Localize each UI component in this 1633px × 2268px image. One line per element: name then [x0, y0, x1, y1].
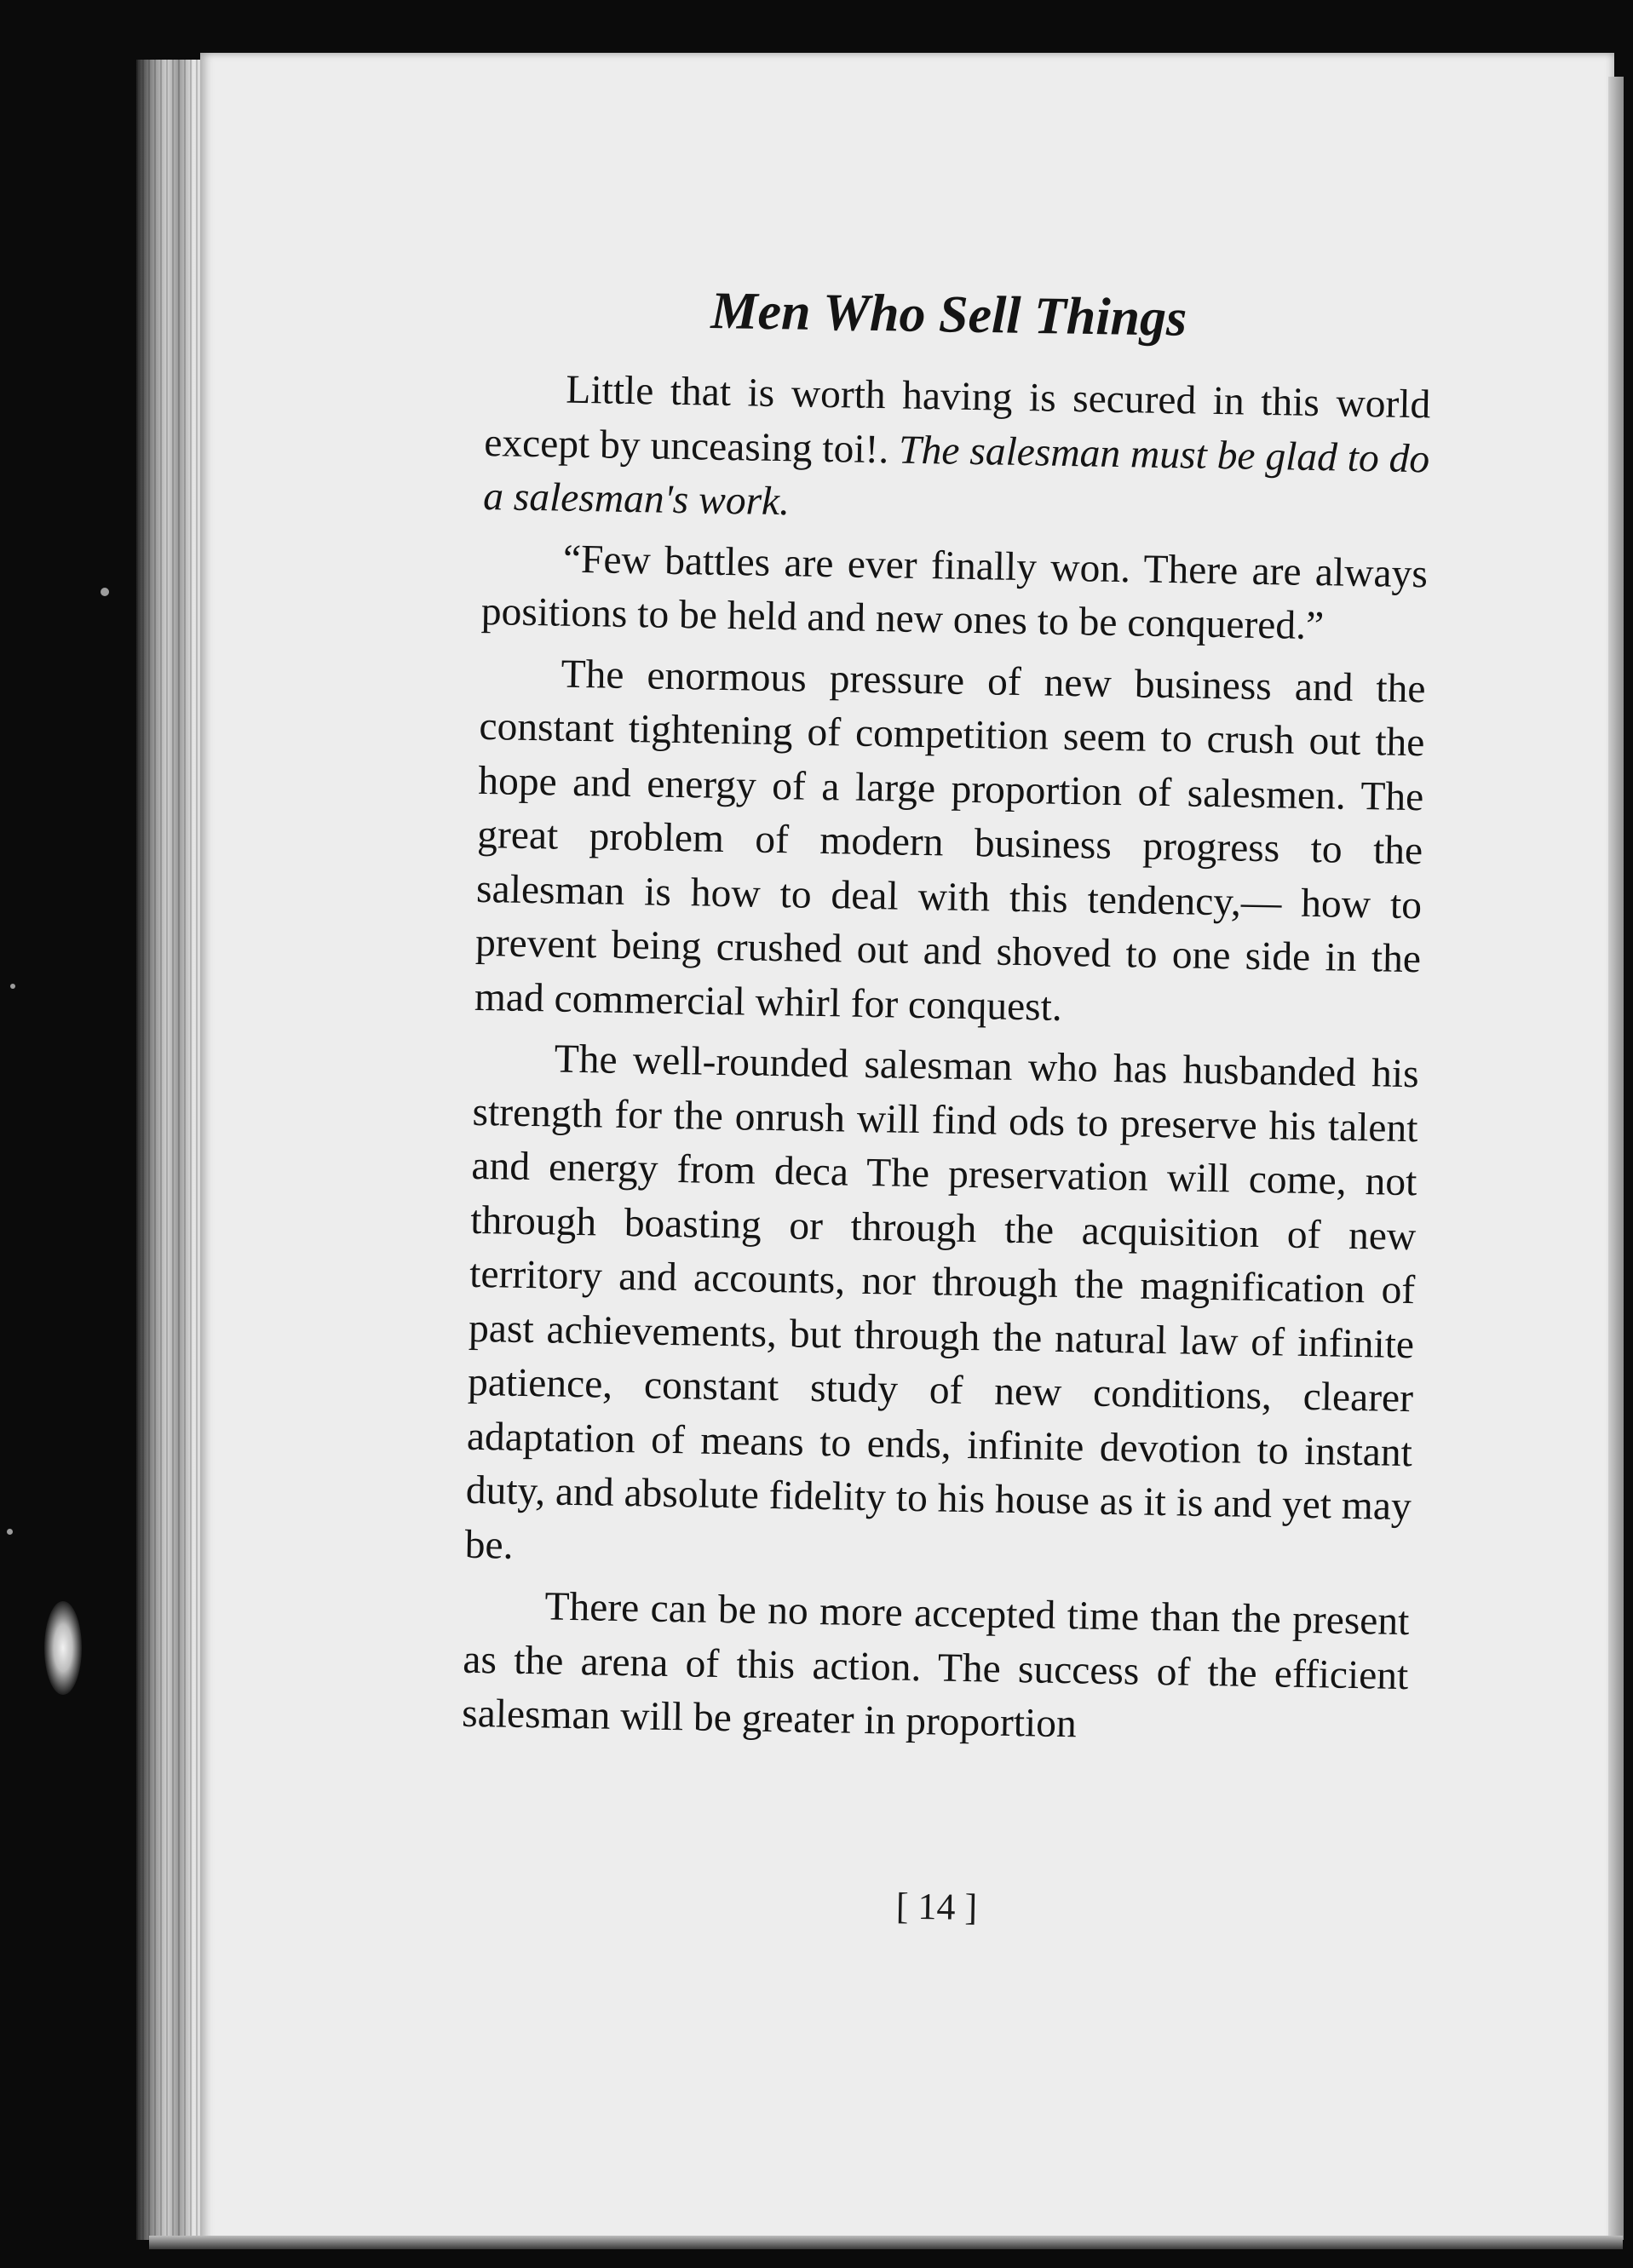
- running-head: Men Who Sell Things: [710, 281, 1187, 347]
- paragraph-1: [483, 362, 1431, 541]
- paragraph-5: There can be no more accepted time than the present as the arena of this action. The success of the efficient salesman will be greater in proportion: [461, 1584, 1410, 1747]
- page-right-edge: [1608, 77, 1624, 2240]
- paragraph-3: The enormous pressure of new business and the constant tightening of competition seem to crush out the hope and energy of a large proportion of salesmen. The great problem of modern business progress to the salesman is how to deal with this tendency,— how to prevent being crushed out and shoved to one side in the mad commercial whirl for conquest.: [474, 652, 1426, 1030]
- dust-speck: [101, 588, 109, 596]
- dust-speck: [10, 984, 15, 989]
- light-flare: [44, 1601, 82, 1695]
- paragraph-2: “Few battles are ever finally won. There are always positions to be held and new ones to be conquered.”: [480, 537, 1429, 649]
- page-number: [ 14 ]: [895, 1885, 978, 1929]
- page-bottom-edge: [149, 2236, 1623, 2249]
- paragraph-4: The well-rounded salesman who has husbanded his strength for the onrush will find ods to preserve his talent and energy from deca The preservation will come, not through boasting or through the acquisition of new territory and accounts, nor through the magnification of past achievements, but through the natural law of infinite patience, constant study of new conditions, clearer adaptation of means to ends, infinite devotion to instant duty, and absolute fidelity to his house as it is and yet may be.: [464, 1036, 1420, 1568]
- paragraph-1-text: Little that is worth having is secured in this world except by unceasing toi!.: [483, 367, 1431, 472]
- body-text: [462, 362, 1431, 1765]
- paragraph-1-italic: The salesman must be glad to do a salesman's work.: [482, 427, 1430, 525]
- dust-speck: [7, 1529, 13, 1535]
